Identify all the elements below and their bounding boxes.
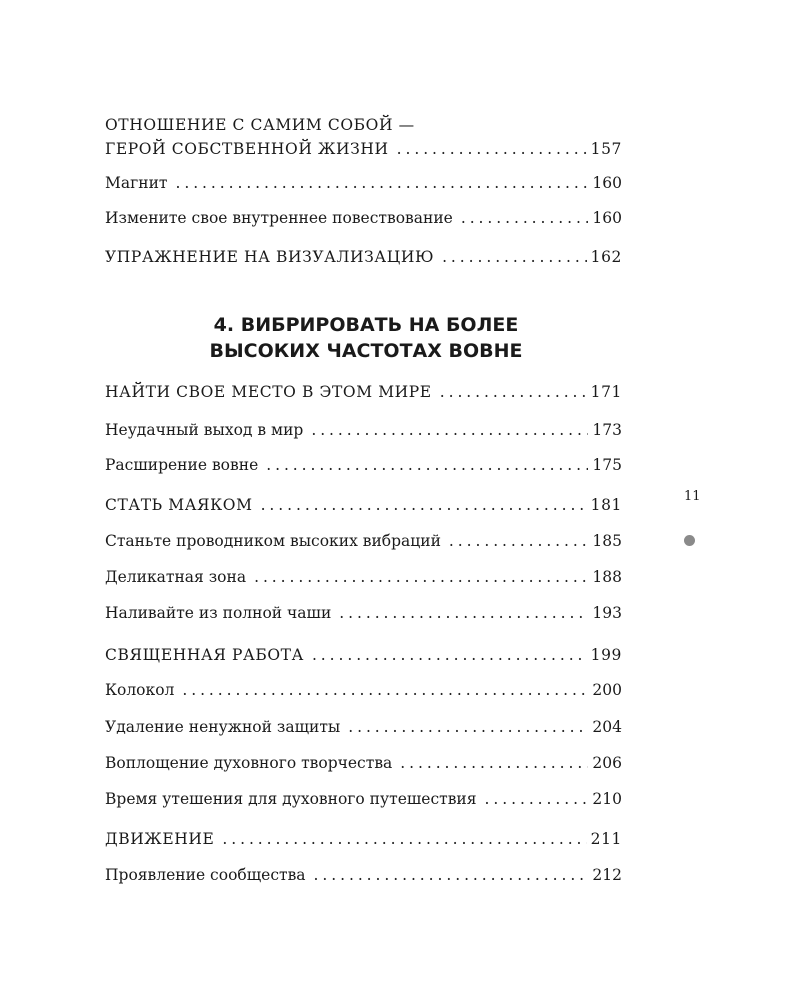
toc-entry-title: ДВИЖЕНИЕ (105, 830, 215, 848)
toc-entry[interactable] (105, 172, 622, 194)
toc-entry-page: 185 (592, 532, 622, 550)
dot-leader (397, 138, 587, 160)
dot-leader (182, 679, 588, 701)
page-number: 11 (684, 489, 701, 504)
toc-entry[interactable] (105, 716, 622, 738)
toc-entry-page: 173 (592, 421, 622, 439)
dot-leader (442, 246, 587, 268)
toc-entry-title: ГЕРОЙ СОБСТВЕННОЙ ЖИЗНИ (105, 140, 389, 158)
toc-entry[interactable] (105, 138, 622, 160)
toc-entry[interactable] (105, 679, 622, 701)
toc-entry-page: 211 (590, 830, 622, 848)
dot-leader (261, 494, 587, 516)
toc-entry[interactable] (105, 419, 622, 441)
toc-entry-page: 160 (592, 209, 622, 227)
toc-entry-title: СТАТЬ МАЯКОМ (105, 496, 253, 514)
toc-entry[interactable] (105, 752, 622, 774)
dot-leader (339, 602, 588, 624)
dot-leader (222, 828, 586, 850)
toc-entry-title: Станьте проводником высоких вибраций (105, 532, 441, 550)
toc-entry[interactable] (105, 566, 622, 588)
toc-entry-page: 175 (592, 456, 622, 474)
toc-entry-page: 160 (592, 174, 622, 192)
dot-leader (461, 207, 589, 229)
toc-entry[interactable] (105, 454, 622, 476)
toc-entry-page: 210 (592, 790, 622, 808)
toc-entry-title: Расширение вовне (105, 456, 259, 474)
toc-entry[interactable] (105, 644, 622, 666)
toc-entry[interactable] (105, 828, 622, 850)
toc-entry[interactable] (105, 246, 622, 268)
toc-entry-title: Время утешения для духовного путешествия (105, 790, 477, 808)
dot-leader (254, 566, 588, 588)
dot-leader (440, 381, 587, 403)
toc-entry[interactable] (105, 864, 622, 886)
toc-entry-page: 181 (590, 496, 622, 514)
toc-entry-title: Удаление ненужной защиты (105, 718, 341, 736)
toc-entry[interactable] (105, 381, 622, 403)
toc-entry-title: Наливайте из полной чаши (105, 604, 332, 622)
chapter-title-line2: ВЫСОКИХ ЧАСТОТАХ ВОВНЕ (209, 340, 523, 362)
toc-entry[interactable] (105, 207, 622, 229)
bullet-dot-icon (684, 535, 695, 546)
toc-entry-page: 206 (592, 754, 622, 772)
toc-entry-title: Воплощение духовного творчества (105, 754, 393, 772)
toc-entry-title: НАЙТИ СВОЕ МЕСТО В ЭТОМ МИРЕ (105, 383, 432, 401)
toc-entry[interactable] (105, 602, 622, 624)
chapter-title-line1: 4. ВИБРИРОВАТЬ НА БОЛЕЕ (213, 314, 519, 336)
dot-leader (348, 716, 588, 738)
toc-entry-title: УПРАЖНЕНИЕ НА ВИЗУАЛИЗАЦИЮ (105, 248, 435, 266)
toc-entry[interactable] (105, 494, 622, 516)
toc-entry-page: 162 (590, 248, 622, 266)
toc-heading-line: ОТНОШЕНИЕ С САМИМ СОБОЙ — (105, 116, 415, 134)
toc-entry-title: Измените свое внутреннее повествование (105, 209, 453, 227)
toc-entry-title: Проявление сообщества (105, 866, 306, 884)
toc-entry-title: Деликатная зона (105, 568, 247, 586)
toc-entry-title: Неудачный выход в мир (105, 421, 304, 439)
toc-entry-page: 212 (592, 866, 622, 884)
toc-entry-title: Колокол (105, 681, 175, 699)
toc-entry[interactable] (105, 788, 622, 810)
toc-entry-page: 199 (590, 646, 622, 664)
toc-entry-page: 200 (592, 681, 622, 699)
dot-leader (266, 454, 588, 476)
toc-entry-page: 157 (590, 140, 622, 158)
toc-entry-page: 204 (592, 718, 622, 736)
toc-entry-title: Магнит (105, 174, 168, 192)
dot-leader (175, 172, 588, 194)
dot-leader (485, 788, 589, 810)
dot-leader (449, 530, 588, 552)
toc-entry-title: СВЯЩЕННАЯ РАБОТА (105, 646, 304, 664)
toc-entry-page: 188 (592, 568, 622, 586)
toc-entry-page: 193 (592, 604, 622, 622)
dot-leader (400, 752, 588, 774)
toc-entry[interactable] (105, 530, 622, 552)
toc-entry-page: 171 (590, 383, 622, 401)
dot-leader (311, 419, 588, 441)
dot-leader (314, 864, 589, 886)
dot-leader (312, 644, 587, 666)
